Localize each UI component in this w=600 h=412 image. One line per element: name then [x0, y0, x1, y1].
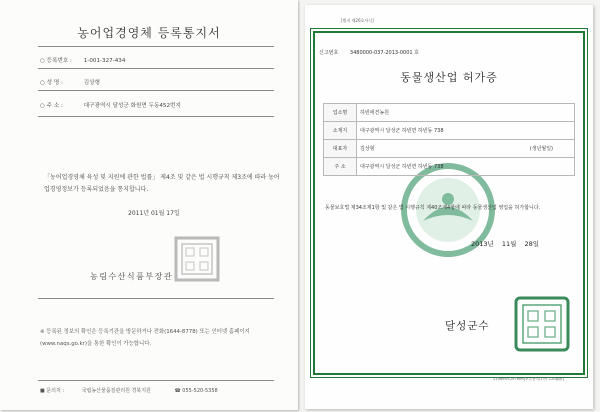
registration-number-field	[40, 56, 125, 64]
field-value: 대구광역시 달성군 화원면 두동452번지	[83, 103, 181, 109]
field-label: ○ 주 소 :	[40, 103, 63, 109]
form-reference: [별지 제20호서식]	[341, 18, 374, 23]
divider	[38, 380, 274, 381]
report-number-line	[319, 49, 419, 56]
field-value: 1-001-327-434	[83, 58, 126, 64]
row-label: 주 소	[324, 158, 357, 176]
notice-footnote: ※ 등록된 정보의 확인은 등록기관을 방문하거나 전화(1644-8778) 또는 인터넷 홈페이지(www.naqs.go.kr)을 통한 확인이 가능합니다.	[40, 329, 250, 347]
production-permit-document	[305, 5, 593, 409]
table-row	[324, 158, 575, 176]
birthdate-label: (생년월일)	[529, 146, 553, 152]
divider	[38, 298, 274, 299]
row-value: 하빈애견농원	[357, 104, 575, 122]
paper-spec-footer: 210mm×297mm[보존용지(1종) 120g/㎡]	[493, 377, 565, 381]
report-number-value: 3480000-037-2013-0001 호	[349, 50, 420, 56]
table-row	[324, 122, 575, 140]
registration-notice-document	[0, 0, 298, 410]
contact-organization: 국립농산물품질관리원 경북지원	[81, 388, 151, 394]
contact-phone: ☎ 055-520-5358	[174, 388, 218, 394]
representative-name: 김상형	[360, 146, 375, 152]
table-row	[324, 104, 575, 122]
permit-body-text: 동물보호법 제34조제1항 및 같은 법 시행규칙 제40조제4항에 따라 동물생산업 영업을 허가합니다.	[325, 205, 541, 211]
notice-body-text: 「농어업경영체 육성 및 지원에 관한 법률」 제4조 및 같은 법 시행규칙 제3조에 따라 농어업경영정보가 등록되었음을 통지합니다.	[44, 174, 280, 193]
field-label: ○ 등록번호 :	[40, 58, 72, 64]
row-label: 대표자	[324, 140, 357, 158]
row-label: 소재지	[324, 122, 357, 140]
permit-info-table	[323, 103, 575, 176]
address-field	[40, 101, 181, 109]
row-value	[357, 140, 575, 158]
row-value: 대구광역시 달성군 하빈면 하빈동 738	[357, 122, 575, 140]
divider	[38, 46, 274, 47]
divider	[38, 116, 274, 117]
permit-title: 동물생산업 허가증	[400, 71, 498, 84]
row-value: 대구광역시 달성군 하빈면 하빈동 738	[357, 158, 575, 176]
notice-title: 농어업경영체 등록통지서	[77, 26, 221, 40]
divider	[38, 68, 274, 69]
table-row	[324, 140, 575, 158]
official-seal-stamp-icon	[514, 296, 570, 352]
contact-label: ■ 문의처 :	[40, 388, 65, 394]
name-field	[40, 78, 100, 86]
issue-date: 2011년 01월 17일	[128, 210, 180, 217]
issuer-name: 농림수산식품부장관	[90, 272, 174, 281]
report-number-label: 신고번호	[319, 50, 339, 56]
divider	[38, 90, 274, 91]
issuer-name: 달성군수	[445, 320, 490, 332]
permit-date: 2013년 11월 28일	[471, 240, 540, 248]
contact-info	[40, 387, 218, 394]
field-label: ○ 성 명 :	[40, 80, 63, 86]
official-seal-stamp-icon	[174, 236, 220, 282]
field-value: 김상형	[83, 80, 100, 86]
row-label: 업소명	[324, 104, 357, 122]
